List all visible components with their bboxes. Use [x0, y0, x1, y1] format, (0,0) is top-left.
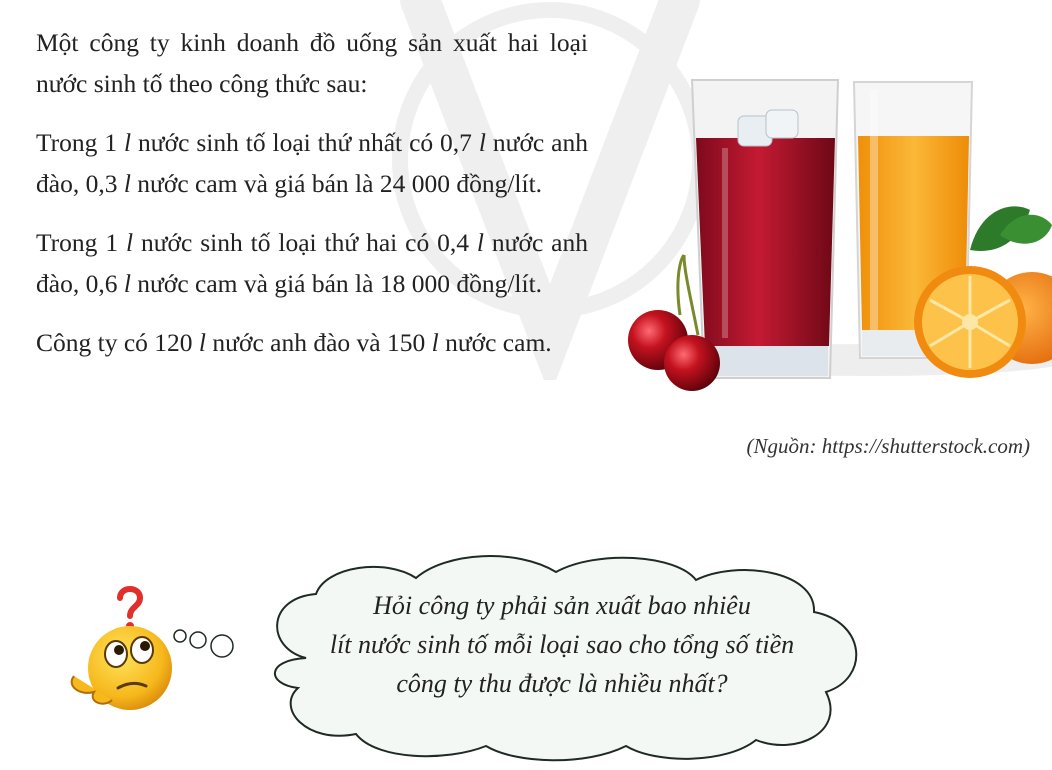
unit-liter: l [123, 269, 131, 298]
text-run: nước anh đào và 150 [206, 328, 432, 357]
text-run: nước cam và giá bán là 18 000 đồng/lít. [130, 269, 543, 298]
cherry-juice-glass [692, 80, 838, 378]
question-line: Hỏi công ty phải sản xuất bao nhiêu [373, 591, 751, 620]
unit-liter: l [198, 328, 207, 357]
text-run: nước cam và giá bán là 24 000 đồng/lít. [130, 169, 543, 198]
text-run: Trong 1 [36, 128, 125, 157]
text-run: nước cam. [438, 328, 552, 357]
text-run: nước sinh tố loại thứ hai có 0,4 [133, 228, 477, 257]
text-run: nước anh đào, 0,6 [36, 228, 588, 298]
unit-liter: l [123, 169, 131, 198]
thought-bubbles-icon [174, 630, 233, 657]
paragraph-resources [36, 322, 588, 363]
paragraph-type-one [36, 122, 588, 204]
text-run: Trong 1 [36, 228, 126, 257]
text-run: Công ty có 120 [36, 328, 199, 357]
problem-text [36, 22, 588, 381]
thinking-emoji-icon [58, 580, 248, 720]
paragraph-type-two [36, 222, 588, 304]
question-text [272, 586, 852, 703]
unit-liter: l [124, 128, 132, 157]
question-line: công ty thu được là nhiều nhất? [396, 669, 728, 698]
question-line: lít nước sinh tố mỗi loại sao cho tổng số tiền [329, 630, 795, 659]
text-run: nước anh đào, 0,3 [36, 128, 588, 198]
paragraph-intro [36, 22, 588, 104]
image-source-caption: (Nguồn: https://shutterstock.com) [746, 434, 1030, 458]
unit-liter: l [125, 228, 134, 257]
orange-leaves [970, 206, 1052, 251]
juice-photo [620, 60, 1052, 400]
orange-fruit [914, 266, 1052, 378]
text-run: Một công ty kinh doanh đồ uống sản xuất hai loại nước sinh tố theo công thức sau: [36, 28, 588, 98]
text-run: nước sinh tố loại thứ nhất có 0,7 [131, 128, 479, 157]
question-mark-icon [120, 589, 140, 630]
unit-liter: l [476, 228, 484, 257]
unit-liter: l [478, 128, 486, 157]
unit-liter: l [431, 328, 439, 357]
